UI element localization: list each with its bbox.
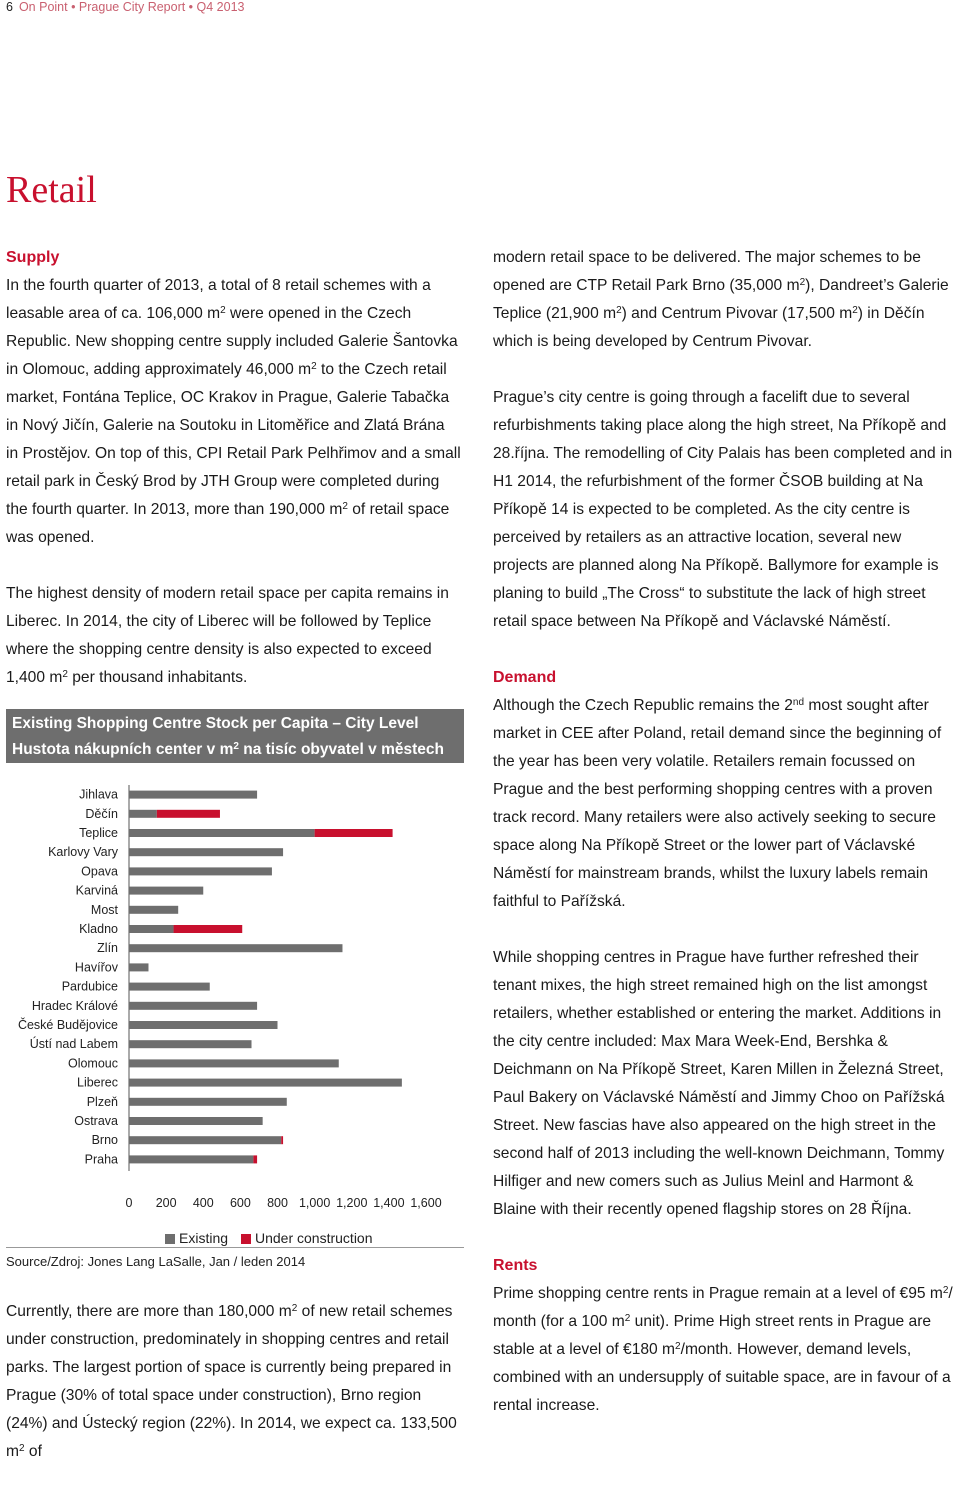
text-run: unit). Prime High street rents in Prague are stable at a level of €180 m <box>493 1313 932 1358</box>
supply-paragraph-2 <box>6 580 461 692</box>
city-centre-paragraph: Prague’s city centre is going through a facelift due to several refurbishments taking place along the high street, Na Příkopě and 28.října. The remodelling of City Palais has been completed and in H1 2014, the refurbishment of the former ČSOB building at Na Příkopě 14 is expected to be completed. As the city centre is perceived by retailers as an attractive location, several new projects are planned along Na Příkopě. Ballymore for example is planing to build „The Cross“ to substitute the lack of high street retail space between Na Příkopě and Václavské Náměstí. <box>493 389 953 630</box>
bar-existing <box>129 791 257 799</box>
bar-under-construction <box>253 1155 257 1163</box>
category-label: Ústí nad Labem <box>29 1037 118 1052</box>
superscript: 2 <box>342 501 348 512</box>
category-label: Brno <box>91 1133 118 1148</box>
text-run: Hustota nákupních center v m <box>12 741 234 758</box>
bar-existing <box>129 944 342 952</box>
x-tick-label: 200 <box>155 1196 177 1210</box>
text-run: to the Czech retail market, Fontána Teplice, OC Krakov in Prague, Galerie Tabačka in Nový Jičín, Galerie na Soutoku in Litoměřice and Zlatá Brána in Prostějov. On top of this, CPI Retail Park Pelhřimov and a small retail park in Český Brod by JTH Group were completed during the fourth quarter. In 2013, more than 190,000 m <box>6 361 461 518</box>
category-label: Kladno <box>79 922 118 936</box>
text-run: of <box>24 1443 42 1460</box>
page-number: 6 <box>6 0 13 14</box>
bar-existing <box>129 906 178 914</box>
text-run: most sought after market in CEE after Poland, retail demand since the beginning of the year has been very volatile. Retailers remain focussed on Prague and the best performing shopping centres with a proven track record. Many retailers were also actively seeking to secure space along Na Příkopě Street or the lower part of Václavské Náměstí for mainstream brands, whilst the luxury labels remain faithful to Pařížská. <box>493 697 942 910</box>
superscript: 2 <box>616 305 622 316</box>
text-run: na tisíc obyvatel v městech ČR <box>12 741 444 784</box>
bar-existing <box>129 1155 253 1163</box>
page-header <box>6 0 245 14</box>
superscript: 2 <box>799 277 806 288</box>
superscript: nd <box>792 697 805 708</box>
bar-existing <box>129 829 315 837</box>
bar-chart <box>0 763 470 1247</box>
text-run: ), Dandreet’s Galerie Teplice (21,900 m <box>493 277 949 322</box>
x-tick-label: 1,400 <box>373 1196 405 1210</box>
rents-heading: Rents <box>493 1257 538 1274</box>
rents-paragraph <box>493 1280 953 1420</box>
bar-existing <box>129 925 174 933</box>
demand-heading: Demand <box>493 669 557 686</box>
x-tick-label: 400 <box>192 1196 214 1210</box>
demand-paragraph-1 <box>493 692 953 916</box>
text-run: were opened in the Czech Republic. New shopping centre supply included Galerie Šantovka in Olomouc, adding approximately 46,000 m <box>6 305 458 378</box>
superscript: 2 <box>233 741 239 752</box>
bar-existing <box>129 1002 257 1010</box>
legend-label: Existing <box>179 1230 229 1246</box>
text-run: of retail space was opened. <box>6 501 450 546</box>
chart-title-en: Existing Shopping Centre Stock per Capita – City Level <box>12 715 419 732</box>
category-label: Teplice <box>79 826 118 840</box>
x-tick-label: 1,600 <box>410 1196 442 1210</box>
section-title: Retail <box>6 169 97 211</box>
bar-existing <box>129 1117 263 1125</box>
superscript: 2 <box>291 1303 298 1314</box>
bar-existing <box>129 1059 339 1067</box>
category-label: Karlovy Vary <box>48 845 118 860</box>
category-label: Karviná <box>75 883 118 898</box>
x-tick-label: 1,000 <box>298 1196 331 1210</box>
bar-existing <box>129 1079 402 1087</box>
text-run: / month (for a 100 m <box>493 1285 953 1330</box>
bar-under-construction <box>157 810 220 818</box>
bar-existing <box>129 867 272 875</box>
text-run: of new retail schemes under construction, predominately in shopping centres and retail parks. The largest portion of space is currently being prepared in Prague (30% of total space under construction), Brno region (24%) and Ústecký region (22%). In 2014, we expect ca. 133,500 m <box>6 1303 457 1460</box>
category-label: Hradec Králové <box>31 998 118 1013</box>
x-tick-label: 1,200 <box>336 1196 368 1210</box>
category-label: Zlín <box>97 941 118 956</box>
superscript: 2 <box>942 1285 949 1296</box>
superscript: 2 <box>624 1313 631 1324</box>
chart-source: Source/Zdroj: Jones Lang LaSalle, Jan / leden 2014 <box>6 1247 464 1269</box>
text-run: ) and Centrum Pivovar (17,500 m <box>621 305 853 322</box>
chart-header <box>6 709 464 784</box>
bar-existing <box>129 887 203 895</box>
superscript: 2 <box>675 1341 681 1352</box>
left-column <box>6 244 461 720</box>
legend-swatch <box>241 1234 251 1244</box>
bar-under-construction <box>281 1136 283 1144</box>
delivery-paragraph <box>493 244 953 356</box>
bar-under-construction <box>315 829 393 837</box>
bar-existing <box>129 848 283 856</box>
bar-existing <box>129 963 148 971</box>
text-run: The highest density of modern retail space per capita remains in Liberec. In 2014, the city of Liberec will be followed by Teplice where the shopping centre density is also expected to exceed 1,400 m <box>6 585 449 686</box>
bar-existing <box>129 1136 281 1144</box>
text-run: Although the Czech Republic remains the 2 <box>493 697 793 714</box>
text-run: ) in Děčín which is being developed by Centrum Pivovar. <box>493 305 925 350</box>
text-run: /month. However, demand levels, combined with an undersupply of suitable space, are in favour of a rental increase. <box>493 1341 951 1414</box>
bar-existing <box>129 1040 252 1048</box>
legend-label: Under construction <box>255 1230 373 1246</box>
category-label: Plzeň <box>86 1094 118 1109</box>
bottom-paragraph-block <box>6 1298 461 1494</box>
legend-swatch <box>165 1234 175 1244</box>
construction-paragraph <box>6 1298 461 1466</box>
supply-paragraph-1 <box>6 272 461 552</box>
x-tick-label: 800 <box>267 1196 288 1210</box>
category-label: Liberec <box>77 1075 118 1090</box>
text-run: In the fourth quarter of 2013, a total of 8 retail schemes with a leasable area of ca. 106,000 m <box>6 277 431 322</box>
superscript: 2 <box>62 669 68 680</box>
supply-heading: Supply <box>6 249 60 266</box>
text-run: Prime shopping centre rents in Prague remain at a level of €95 m <box>493 1285 943 1302</box>
category-label: Pardubice <box>61 979 118 994</box>
category-label: Havířov <box>74 960 118 975</box>
category-label: Praha <box>84 1152 118 1167</box>
bar-existing <box>129 983 210 991</box>
bar-existing <box>129 1021 278 1029</box>
superscript: 2 <box>220 305 226 316</box>
category-label: České Budějovice <box>17 1018 118 1032</box>
superscript: 2 <box>852 305 858 316</box>
report-title: On Point • Prague City Report • Q4 2013 <box>18 0 245 14</box>
demand-paragraph-2: While shopping centres in Prague have further refreshed their tenant mixes, the high street remained high on the list amongst retailers, whether established or entering the market. Additions in the city centre included: Max Mara Week-End, Bershka & Deichmann on Na Příkopě Street, Karen Millen in Železná Street, Paul Bakery on Václavské Náměstí and Jimmy Choo on Pařížská Street. New fascias have also appeared on the high street in the second half of 2013 including the well-known Deichmann, Tommy Hilfiger and new comers such as Julius Meinl and Harmont & Blaine with their recently opened flagship stores on 28 Října. <box>493 949 945 1218</box>
category-label: Jihlava <box>79 787 118 802</box>
category-label: Most <box>90 902 118 917</box>
category-label: Opava <box>81 864 118 879</box>
text-run: Currently, there are more than 180,000 m <box>6 1303 292 1320</box>
bar-existing <box>129 810 157 818</box>
bar-under-construction <box>174 925 243 933</box>
superscript: 2 <box>311 361 317 372</box>
text-run: modern retail space to be delivered. The major schemes to be opened are CTP Retail Park Brno (35,000 m <box>493 249 921 294</box>
x-tick-label: 0 <box>125 1196 133 1210</box>
text-run: per thousand inhabitants. <box>67 669 248 686</box>
right-column <box>493 244 953 1448</box>
category-label: Olomouc <box>67 1056 118 1071</box>
bar-existing <box>129 1098 287 1106</box>
category-label: Děčín <box>85 806 118 821</box>
superscript: 2 <box>19 1443 25 1454</box>
x-tick-label: 600 <box>229 1196 251 1210</box>
category-label: Ostrava <box>74 1114 118 1128</box>
